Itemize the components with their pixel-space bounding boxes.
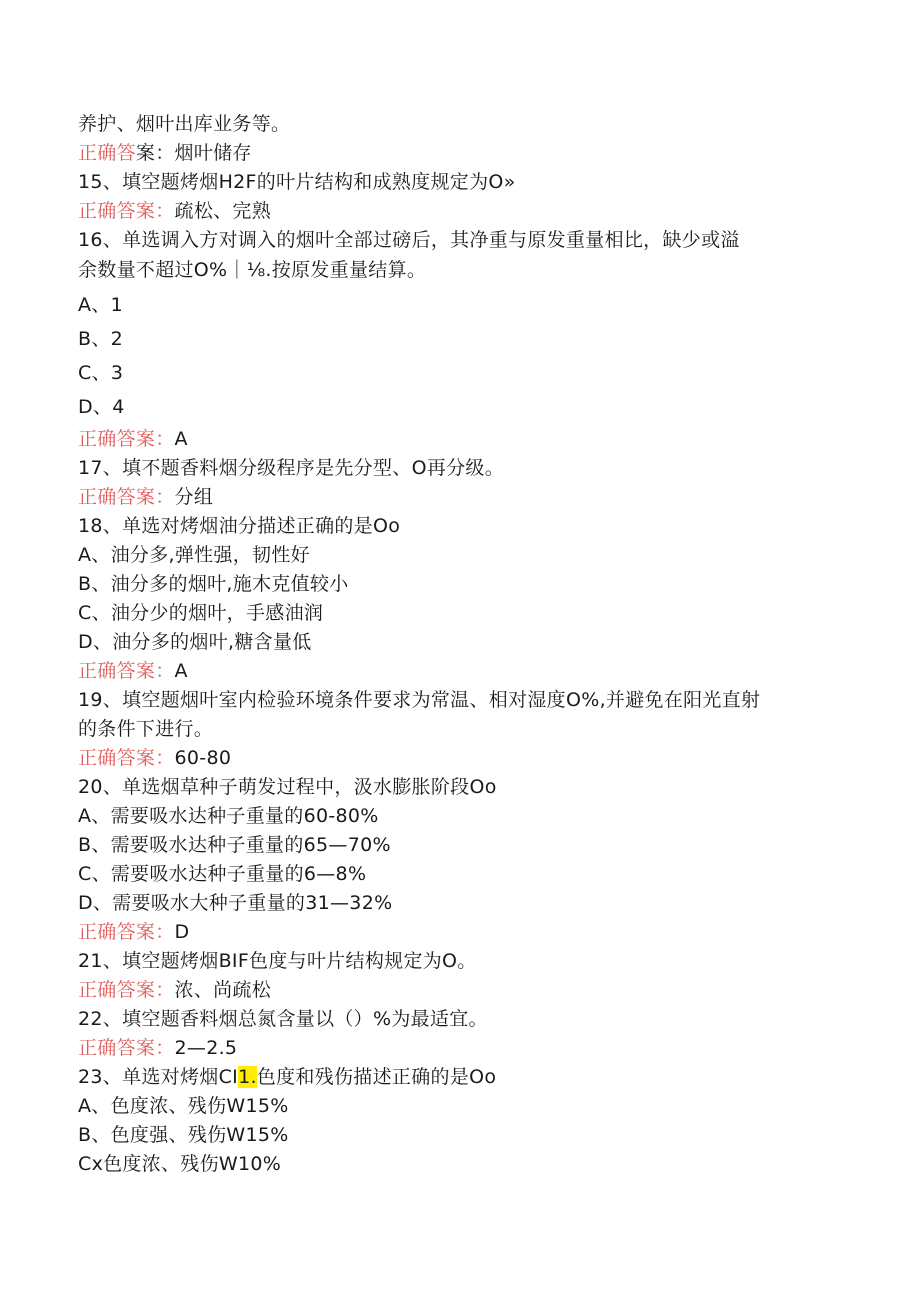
question-23-text-rest: 色度和残伤描述正确的是Oo — [256, 1066, 497, 1088]
answer-label: 正确答案： — [78, 486, 175, 508]
question-17: 17、填不题香料烟分级程序是先分型、O再分级。 — [78, 457, 505, 479]
answer-line — [78, 745, 231, 771]
option-a: A、需要吸水达种子重量的60-80% — [78, 805, 379, 827]
answer-line — [78, 977, 271, 1003]
question-20: 20、单选烟草种子萌发过程中，汲水膨胀阶段Oo — [78, 776, 497, 798]
answer-value: D — [174, 921, 190, 943]
question-23 — [78, 1064, 496, 1090]
answer-line — [78, 919, 189, 945]
option-d: D、油分多的烟叶,糖含量低 — [78, 631, 312, 653]
answer-label: 正确答案： — [78, 747, 175, 769]
question-18: 18、单选对烤烟油分描述正确的是Oo — [78, 515, 401, 537]
text-line: 养护、烟叶出库业务等。 — [78, 113, 291, 135]
question-19: 19、填空题烟叶室内检验环境条件要求为常温、相对湿度O%,并避免在阳光直射 — [78, 689, 761, 711]
answer-value: 浓、尚疏松 — [174, 979, 272, 1001]
option-c: Cx色度浓、残伤W10% — [78, 1153, 282, 1175]
answer-label: 正确答案： — [78, 979, 175, 1001]
option-b: B、色度强、残伤W15% — [78, 1124, 289, 1146]
option-d: D、需要吸水大种子重量的31—32% — [78, 892, 393, 914]
answer-line — [78, 140, 252, 166]
answer-line — [78, 484, 213, 510]
answer-label: 正确答案： — [78, 1037, 175, 1059]
question-21: 21、填空题烤烟BIF色度与叶片结构规定为O。 — [78, 950, 477, 972]
option-a: A、1 — [78, 294, 123, 316]
option-a: A、色度浓、残伤W15% — [78, 1095, 289, 1117]
answer-label: 正确答案： — [78, 921, 175, 943]
answer-label: 正确答案： — [78, 660, 175, 682]
question-22: 22、填空题香料烟总氮含量以（）%为最适宜。 — [78, 1008, 488, 1030]
option-c: C、需要吸水达种子重量的6—8% — [78, 863, 367, 885]
answer-value: A — [174, 660, 188, 682]
option-b: B、油分多的烟叶,施木克值较小 — [78, 573, 349, 595]
answer-line — [78, 198, 271, 224]
answer-value: 分组 — [174, 486, 214, 508]
answer-label: 正确答案： — [78, 142, 175, 164]
answer-value: 烟叶储存 — [174, 142, 252, 164]
answer-label: 正确答案： — [78, 428, 175, 450]
answer-line — [78, 658, 188, 684]
answer-value: 2—2.5 — [174, 1037, 238, 1059]
option-b: B、需要吸水达种子重量的65—70% — [78, 834, 391, 856]
answer-value: 60-80 — [174, 747, 232, 769]
answer-line — [78, 1035, 237, 1061]
question-23-text: 23、单选对烤烟CI — [78, 1066, 239, 1088]
answer-line — [78, 426, 188, 452]
question-16-cont: 余数量不超过O%｜⅛.按原发重量结算。 — [78, 259, 427, 281]
highlight-mark: 1. — [238, 1066, 257, 1088]
question-15: 15、填空题烤烟H2F的叶片结构和成熟度规定为O» — [78, 171, 516, 193]
answer-value: A — [174, 428, 188, 450]
answer-value: 疏松、完熟 — [174, 200, 272, 222]
option-d: D、4 — [78, 396, 125, 418]
option-c: C、3 — [78, 362, 124, 384]
option-a: A、油分多,弹性强，韧性好 — [78, 544, 310, 566]
question-19-cont: 的条件下进行。 — [78, 718, 214, 740]
answer-label: 正确答案： — [78, 200, 175, 222]
question-16: 16、单选调入方对调入的烟叶全部过磅后，其净重与原发重量相比，缺少或溢 — [78, 229, 740, 251]
option-c: C、油分少的烟叶，手感油润 — [78, 602, 324, 624]
option-b: B、2 — [78, 328, 124, 350]
